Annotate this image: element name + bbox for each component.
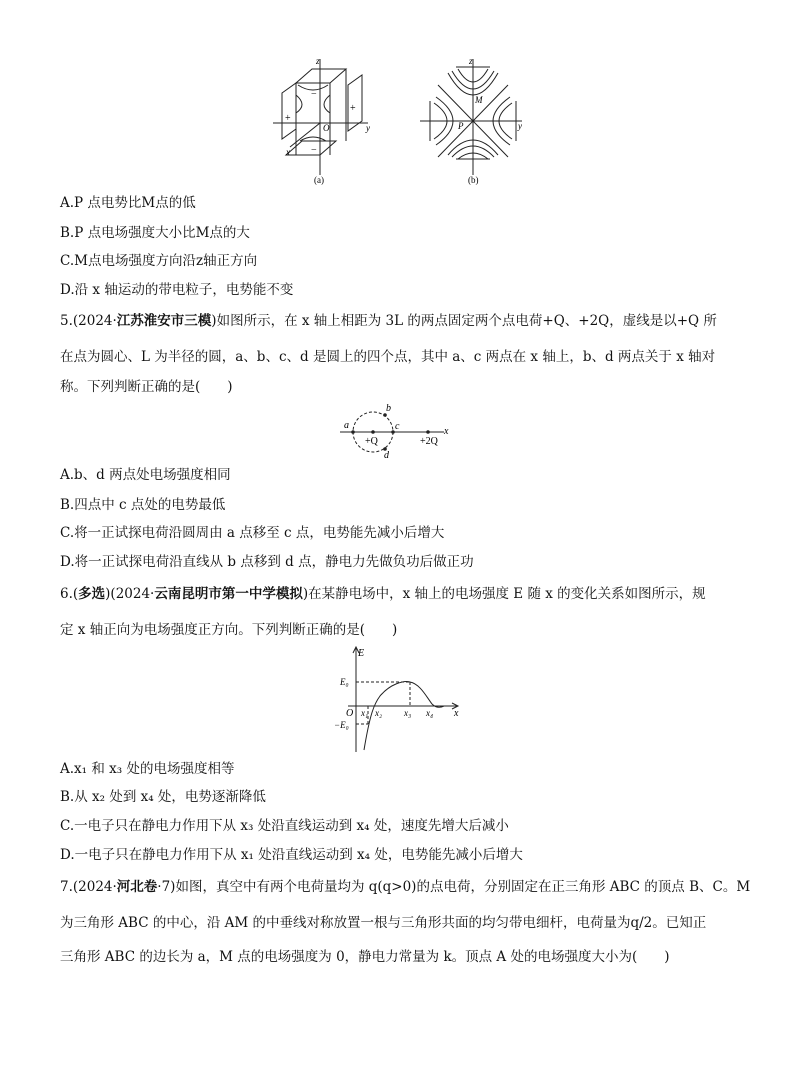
- q5-point-c: c: [395, 421, 400, 432]
- q6-x2-label: x₂: [375, 708, 383, 718]
- q5-figure: [340, 398, 460, 460]
- q6-option-d: D.一电子只在静电力作用下从 x₁ 处沿直线运动到 x₄ 处，电势能先减小后增大: [60, 847, 523, 863]
- q6-mid: )(2024·: [105, 586, 155, 602]
- q6-option-a: A.x₁ 和 x₃ 处的电场强度相等: [60, 761, 235, 777]
- q4-option-b: B.P 点电场强度大小比M点的大: [60, 225, 250, 241]
- q6-option-b: B.从 x₂ 处到 x₄ 处，电势逐渐降低: [60, 789, 266, 805]
- q5-source: 江苏淮安市三模: [116, 313, 212, 329]
- q7-source: 河北卷: [116, 879, 158, 895]
- q6-option-c: C.一电子只在静电力作用下从 x₃ 处沿直线运动到 x₄ 处，速度先增大后减小: [60, 818, 509, 834]
- figure-b-field-lines: [418, 55, 528, 185]
- q6-source: 云南昆明市第一中学模拟: [154, 586, 303, 602]
- figure-a-cube: [268, 55, 378, 185]
- q5-number: 5.(2024·: [60, 313, 117, 329]
- figure-a-caption: (a): [314, 175, 324, 185]
- q5-point-a: a: [344, 420, 349, 431]
- point-o-label-a: O: [323, 123, 330, 133]
- q6-origin-label: O: [346, 708, 354, 719]
- q5-point-b: b: [386, 403, 391, 414]
- q6-axis-x-label: x: [454, 708, 459, 719]
- axis-z-label-b: z: [469, 56, 473, 66]
- q7-stem-line2: 为三角形 ABC 的中心，沿 AM 的中垂线对称放置一根与三角形共面的均匀带电细杆，电荷量为q/2。已知正: [60, 915, 707, 931]
- q5-option-d: D.将一正试探电荷沿直线从 b 点移到 d 点，静电力先做负功后做正功: [60, 554, 474, 570]
- q6-stem-line1: [60, 585, 706, 603]
- q6-e0-label: E₀: [340, 677, 349, 687]
- q5-charge-2q: +2Q: [420, 436, 438, 447]
- q6-number: 6.(: [60, 586, 79, 602]
- q6-x3-label: x₃: [404, 708, 412, 718]
- q6-graph: [328, 644, 468, 754]
- q6-stem-line2: 定 x 轴正向为电场强度正方向。下列判断正确的是( ): [60, 622, 398, 638]
- q5-axis-x: x: [444, 426, 449, 437]
- q4-option-a: A.P 点电势比M点的低: [60, 195, 196, 211]
- q7-number: 7.(2024·: [60, 879, 117, 895]
- axis-z-label-a: z: [316, 56, 320, 66]
- q5-stem-line1: [60, 312, 717, 330]
- q5-charge-q: +Q: [365, 436, 378, 447]
- q5-stem-rest: )如图所示，在 x 轴上相距为 3L 的两点固定两个点电荷+Q、+2Q，虚线是以+Q 所: [211, 313, 717, 329]
- q4-option-c: C.M点电场强度方向沿z轴正方向: [60, 253, 258, 269]
- q5-option-a: A.b、d 两点处电场强度相同: [60, 467, 231, 483]
- plus-sign-left: +: [285, 113, 291, 124]
- point-m-label: M: [475, 95, 483, 105]
- axis-y-label-a: y: [366, 123, 370, 133]
- q6-axis-e-label: E: [358, 648, 365, 659]
- q5-option-b: B.四点中 c 点处的电势最低: [60, 497, 226, 513]
- plus-sign-right: +: [350, 103, 356, 114]
- q5-stem-line3: 称。下列判断正确的是( ): [60, 379, 233, 395]
- q7-stem-rest: ·7)如图，真空中有两个电荷量均为 q(q>0)的点电荷，分别固定在正三角形 ABC 的顶点 B、C。M: [157, 879, 751, 895]
- q6-neg-e0-label: −E₀: [334, 720, 349, 730]
- q6-stem-rest: )在某静电场中，x 轴上的电场强度 E 随 x 的变化关系如图所示，规: [302, 586, 706, 602]
- q6-x1-label: x₁: [361, 708, 369, 718]
- axis-y-label-b: y: [518, 121, 522, 131]
- q4-option-d: D.沿 x 轴运动的带电粒子，电势能不变: [60, 282, 294, 298]
- axis-x-label-a: x: [286, 147, 290, 157]
- q6-x4-label: x₄: [426, 708, 434, 718]
- minus-sign-bottom: −: [311, 145, 317, 156]
- q5-stem-line2: 在点为圆心、L 为半径的圆，a、b、c、d 是圆上的四个点，其中 a、c 两点在 x 轴上，b、d 两点关于 x 轴对: [60, 349, 716, 365]
- q7-stem-line1: [60, 878, 750, 896]
- q6-multi-tag: 多选: [78, 586, 106, 602]
- figure-b-caption: (b): [468, 175, 479, 185]
- point-p-label: P: [458, 121, 464, 131]
- q7-stem-line3: 三角形 ABC 的边长为 a，M 点的电场强度为 0，静电力常量为 k。顶点 A 处的电场强度大小为( ): [60, 949, 670, 965]
- minus-sign-top: −: [311, 89, 317, 100]
- q5-point-d: d: [384, 450, 389, 460]
- q5-option-c: C.将一正试探电荷沿圆周由 a 点移至 c 点，电势能先减小后增大: [60, 525, 445, 541]
